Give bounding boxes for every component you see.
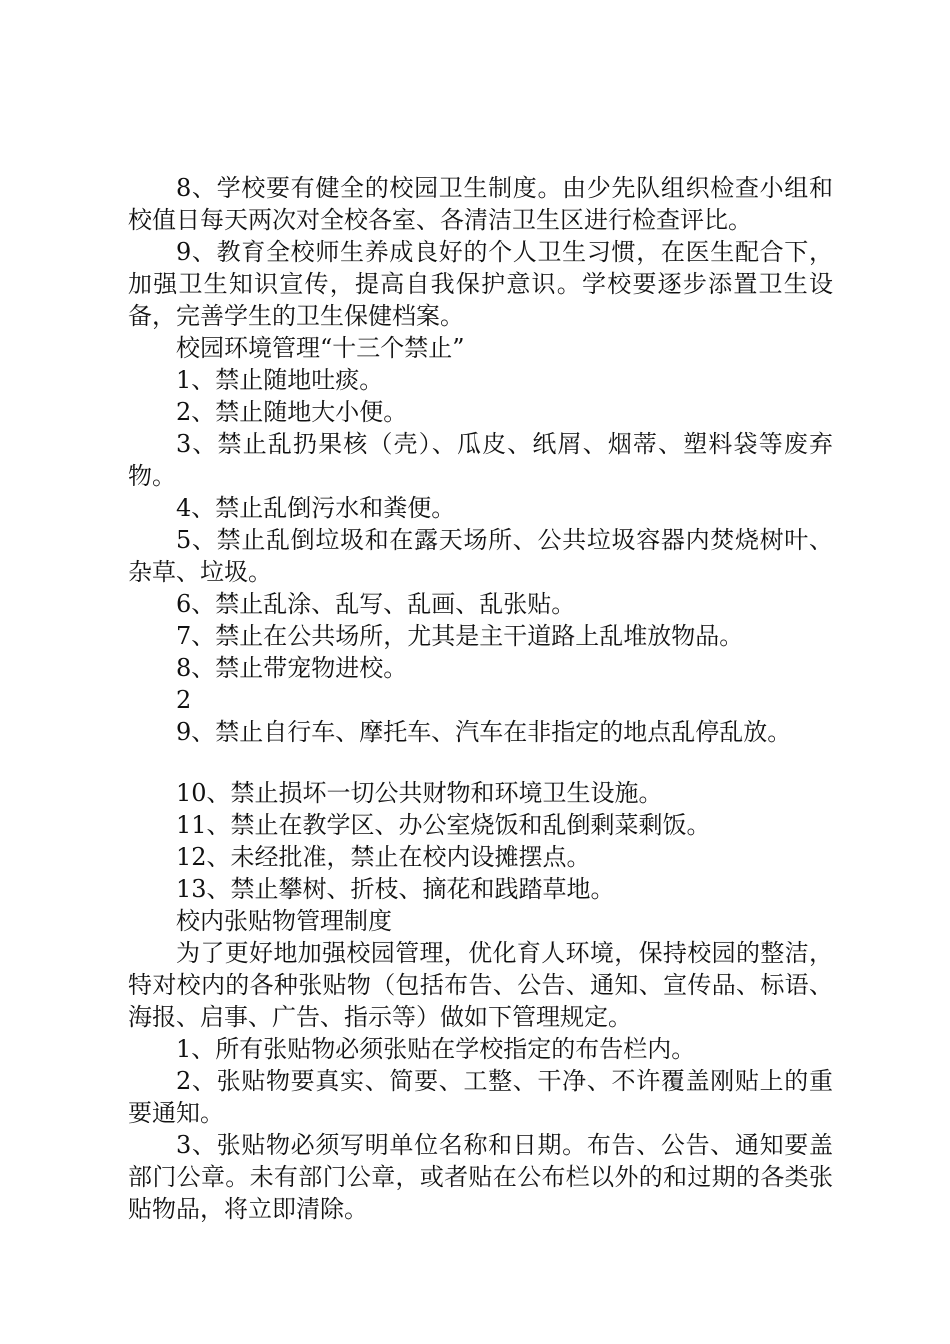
prohibition-item: 9、禁止自行车、摩托车、汽车在非指定的地点乱停乱放。 [176,718,792,746]
posting-rule-item: 1、所有张贴物必须张贴在学校指定的布告栏内。 [176,1035,696,1063]
posting-rule-item: 3、张贴物必须写明单位名称和日期。布告、公告、通知要盖部门公章。未有部门公章，或者贴在公布栏以外的和过期的各类张贴物品，将立即清除。 [128,1131,833,1223]
page-break-gap [128,748,833,777]
paragraph-posting-intro: 为了更好地加强校园管理，优化育人环境，保持校园的整洁，特对校内的各种张贴物（包括布告、公告、通知、宣传品、标语、海报、启事、广告、指示等）做如下管理规定。 [128,939,833,1031]
prohibition-item: 10、禁止损坏一切公共财物和环境卫生设施。 [176,779,663,807]
prohibition-item: 13、禁止攀树、折枝、摘花和践踏草地。 [176,875,615,903]
section-heading-posting-rules: 校内张贴物管理制度 [176,907,392,935]
prohibition-item: 8、禁止带宠物进校。 [176,654,408,682]
document-page [128,172,833,1225]
prohibition-item: 7、禁止在公共场所，尤其是主干道路上乱堆放物品。 [176,622,744,650]
paragraph-hygiene-system: 8、学校要有健全的校园卫生制度。由少先队组织检查小组和校值日每天两次对全校各室、各清洁卫生区进行检查评比。 [128,174,833,234]
prohibition-item: 11、禁止在教学区、办公室烧饭和乱倒剩菜剩饭。 [176,811,711,839]
prohibition-item: 1、禁止随地吐痰。 [176,366,384,394]
paragraph-hygiene-habits: 9、教育全校师生养成良好的个人卫生习惯，在医生配合下，加强卫生知识宣传，提高自我保护意识。学校要逐步添置卫生设备，完善学生的卫生保健档案。 [128,238,833,330]
prohibition-item: 2、禁止随地大小便。 [176,398,408,426]
posting-rule-item: 2、张贴物要真实、简要、工整、干净、不许覆盖刚贴上的重要通知。 [128,1067,833,1127]
page-number: 2 [176,686,192,714]
prohibition-item: 5、禁止乱倒垃圾和在露天场所、公共垃圾容器内焚烧树叶、杂草、垃圾。 [128,526,833,586]
prohibition-item: 6、禁止乱涂、乱写、乱画、乱张贴。 [176,590,576,618]
section-heading-thirteen-prohibitions: 校园环境管理“十三个禁止” [176,334,465,362]
prohibition-item: 3、禁止乱扔果核（壳）、瓜皮、纸屑、烟蒂、塑料袋等废弃物。 [128,430,833,490]
prohibition-item: 4、禁止乱倒污水和粪便。 [176,494,456,522]
prohibition-item: 12、未经批准，禁止在校内设摊摆点。 [176,843,591,871]
